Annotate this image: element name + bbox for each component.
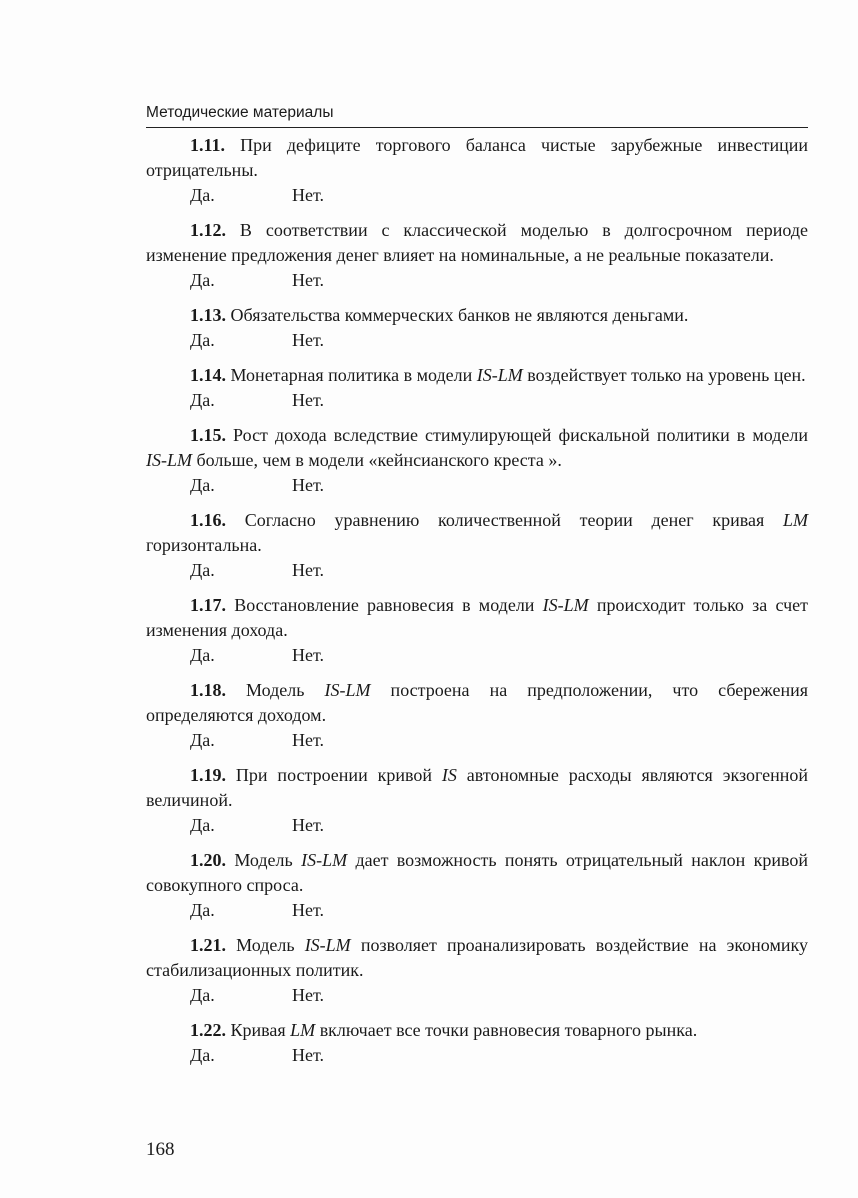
model-term: IS-LM [146,450,192,470]
question-fragment: автономные расходы являются экзогенной величиной. [146,765,808,810]
question-spacer [146,498,808,508]
model-term: IS-LM [476,365,523,385]
question-spacer [146,208,808,218]
question-item [146,133,808,218]
question-number: 1.15. [190,425,226,445]
question-fragment: построена на предположении, что сбережения определяются доходом. [146,680,808,725]
question-item [146,848,808,933]
answer-no: Нет. [292,1045,325,1065]
answer-yes: Да. [190,900,215,920]
answer-no: Нет. [292,730,325,750]
question-fragment: Обязательства коммерческих банков не являются деньгами. [226,305,689,325]
answer-yes: Да. [190,1045,215,1065]
answer-no: Нет. [292,560,325,580]
answer-options [190,183,808,208]
question-fragment: воздействует только на уровень цен. [522,365,806,385]
question-fragment: Рост дохода вследствие стимулирующей фискальной политики в модели [226,425,808,445]
answer-no: Нет. [292,475,325,495]
question-number: 1.16. [190,510,226,530]
question-text [146,1018,808,1043]
question-number: 1.21. [190,935,226,955]
question-fragment: Модель [226,935,305,955]
question-number: 1.13. [190,305,226,325]
answer-yes: Да. [190,730,215,750]
question-number: 1.22. [190,1020,226,1040]
answer-no: Нет. [292,900,325,920]
question-fragment: Модель [226,680,325,700]
question-item [146,423,808,508]
question-fragment: позволяет проанализировать воздействие на экономику стабилизационных политик. [146,935,808,980]
question-spacer [146,353,808,363]
question-text [146,423,808,473]
answer-options [190,558,808,583]
answer-no: Нет. [292,815,325,835]
answer-no: Нет. [292,985,325,1005]
answer-yes: Да. [190,985,215,1005]
question-list [146,133,808,1068]
answer-no: Нет. [292,270,325,290]
answer-yes: Да. [190,475,215,495]
question-text [146,763,808,813]
answer-yes: Да. [190,560,215,580]
answer-options [190,728,808,753]
question-number: 1.11. [190,135,226,155]
question-spacer [146,838,808,848]
question-fragment: В соответствии с классической моделью в долгосрочном периоде изменение предложения денег влияет на номинальные, а не реальные показатели. [146,220,808,265]
question-item [146,933,808,1018]
question-fragment: Монетарная политика в модели [226,365,477,385]
question-fragment: больше, чем в модели «кейнсианского креста ». [192,450,562,470]
question-number: 1.12. [190,220,226,240]
question-spacer [146,293,808,303]
question-spacer [146,1008,808,1018]
model-term: LM [290,1020,316,1040]
answer-yes: Да. [190,815,215,835]
question-text [146,678,808,728]
answer-no: Нет. [292,645,325,665]
answer-options [190,813,808,838]
answer-yes: Да. [190,330,215,350]
model-term: IS-LM [324,680,371,700]
question-fragment: Восстановление равновесия в модели [226,595,543,615]
answer-options [190,268,808,293]
model-term: IS [441,765,457,785]
question-item [146,763,808,848]
answer-yes: Да. [190,645,215,665]
question-fragment: Кривая [226,1020,291,1040]
question-text [146,933,808,983]
answer-yes: Да. [190,185,215,205]
question-item [146,508,808,593]
question-spacer [146,668,808,678]
question-text [146,363,808,388]
question-fragment: При дефиците торгового баланса чистые зарубежные инвестиции отрицательны. [146,135,808,180]
answer-options [190,1043,808,1068]
question-fragment: горизонтальна. [146,535,262,555]
model-term: IS-LM [304,935,351,955]
answer-no: Нет. [292,330,325,350]
answer-yes: Да. [190,270,215,290]
question-text [146,508,808,558]
answer-options [190,898,808,923]
question-text [146,133,808,183]
question-item [146,593,808,678]
question-text [146,218,808,268]
model-term: LM [782,510,808,530]
question-item [146,303,808,363]
question-fragment: дает возможность понять отрицательный наклон кривой совокупного спроса. [146,850,808,895]
answer-options [190,473,808,498]
question-fragment: Модель [226,850,302,870]
answer-yes: Да. [190,390,215,410]
question-number: 1.17. [190,595,226,615]
question-fragment: При построении кривой [226,765,442,785]
question-text [146,593,808,643]
model-term: IS-LM [301,850,348,870]
question-text [146,303,808,328]
question-spacer [146,923,808,933]
question-item [146,678,808,763]
answer-no: Нет. [292,185,325,205]
question-number: 1.18. [190,680,226,700]
page-number: 168 [146,1139,175,1160]
running-header: Методические материалы [146,103,808,128]
answer-options [190,643,808,668]
question-fragment: включает все точки равновесия товарного рынка. [315,1020,698,1040]
answer-options [190,328,808,353]
answer-no: Нет. [292,390,325,410]
question-spacer [146,583,808,593]
question-spacer [146,413,808,423]
question-fragment: происходит только за счет изменения дохода. [146,595,808,640]
question-item [146,363,808,423]
question-fragment: Согласно уравнению количественной теории денег кривая [226,510,783,530]
question-item [146,218,808,303]
answer-options [190,983,808,1008]
question-text [146,848,808,898]
question-number: 1.19. [190,765,226,785]
question-spacer [146,753,808,763]
question-item [146,1018,808,1068]
answer-options [190,388,808,413]
question-number: 1.14. [190,365,226,385]
model-term: IS-LM [542,595,589,615]
question-number: 1.20. [190,850,226,870]
